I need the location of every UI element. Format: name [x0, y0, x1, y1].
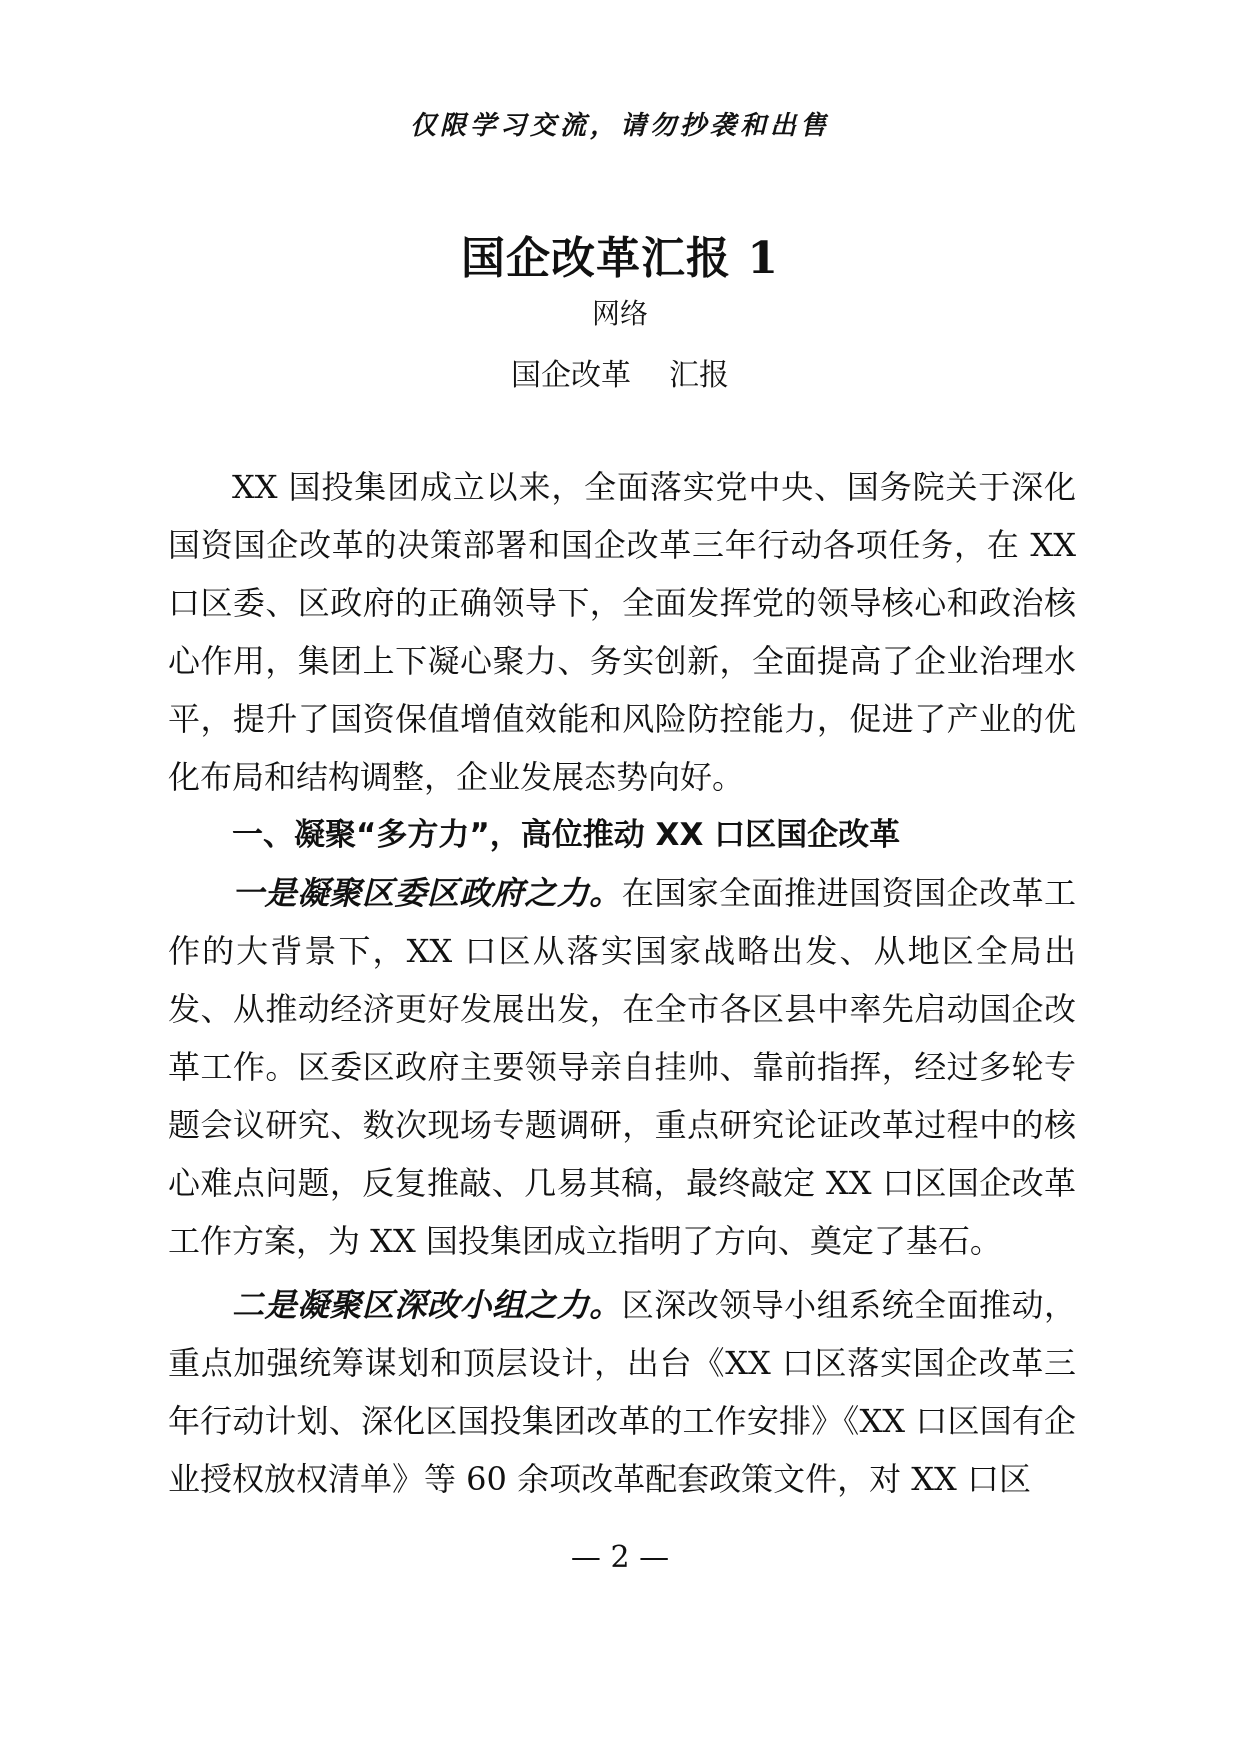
- tag-item: 国企改革: [511, 358, 631, 393]
- paragraph-text: 区深改领导小组系统全面推动，重点加强统筹谋划和顶层设计，出台《XX 口区落实国企改革三年行动计划、深化区国投集团改革的工作安排》《XX 口区国有企业授权放权清单》等 60 余项改革配套政策文件，对 XX 口区: [168, 1286, 1076, 1498]
- document-title: 国企改革汇报 1: [461, 233, 779, 284]
- section-heading: 一、凝聚“多方力”，高位推动 XX 口区国企改革: [232, 817, 901, 853]
- document-body: [168, 458, 1076, 1508]
- paragraph-lead: 一是凝聚区委区政府之力。: [232, 874, 622, 912]
- header-note: 仅限学习交流，请勿抄袭和出售: [409, 111, 830, 141]
- paragraph-lead: 二是凝聚区深改小组之力。: [232, 1286, 622, 1324]
- body-paragraph: [168, 1276, 1076, 1508]
- intro-paragraph: XX 国投集团成立以来，全面落实党中央、国务院关于深化国资国企改革的决策部署和国企改革三年行动各项任务，在 XX 口区委、区政府的正确领导下，全面发挥党的领导核心和政治核心作用，集团上下凝心聚力、务实创新，全面提高了企业治理水平，提升了国资保值增值效能和风险防控能力，促进了产业的优化布局和结构调整，企业发展态势向好。: [168, 468, 1076, 796]
- tag-item: 汇报: [669, 358, 729, 393]
- page-number: — 2 —: [570, 1540, 670, 1575]
- document-tags: [0, 350, 1240, 394]
- body-paragraph: [168, 864, 1076, 1270]
- paragraph-text: 在国家全面推进国资国企改革工作的大背景下，XX 口区从落实国家战略出发、从地区全局出发、从推动经济更好发展出发，在全市各区县中率先启动国企改革工作。区委区政府主要领导亲自挂帅、靠前指挥，经过多轮专题会议研究、数次现场专题调研，重点研究论证改革过程中的核心难点问题，反复推敲、几易其稿，最终敲定 XX 口区国企改革工作方案，为 XX 国投集团成立指明了方向、奠定了基石。: [168, 874, 1076, 1260]
- document-source: 网络: [591, 297, 648, 330]
